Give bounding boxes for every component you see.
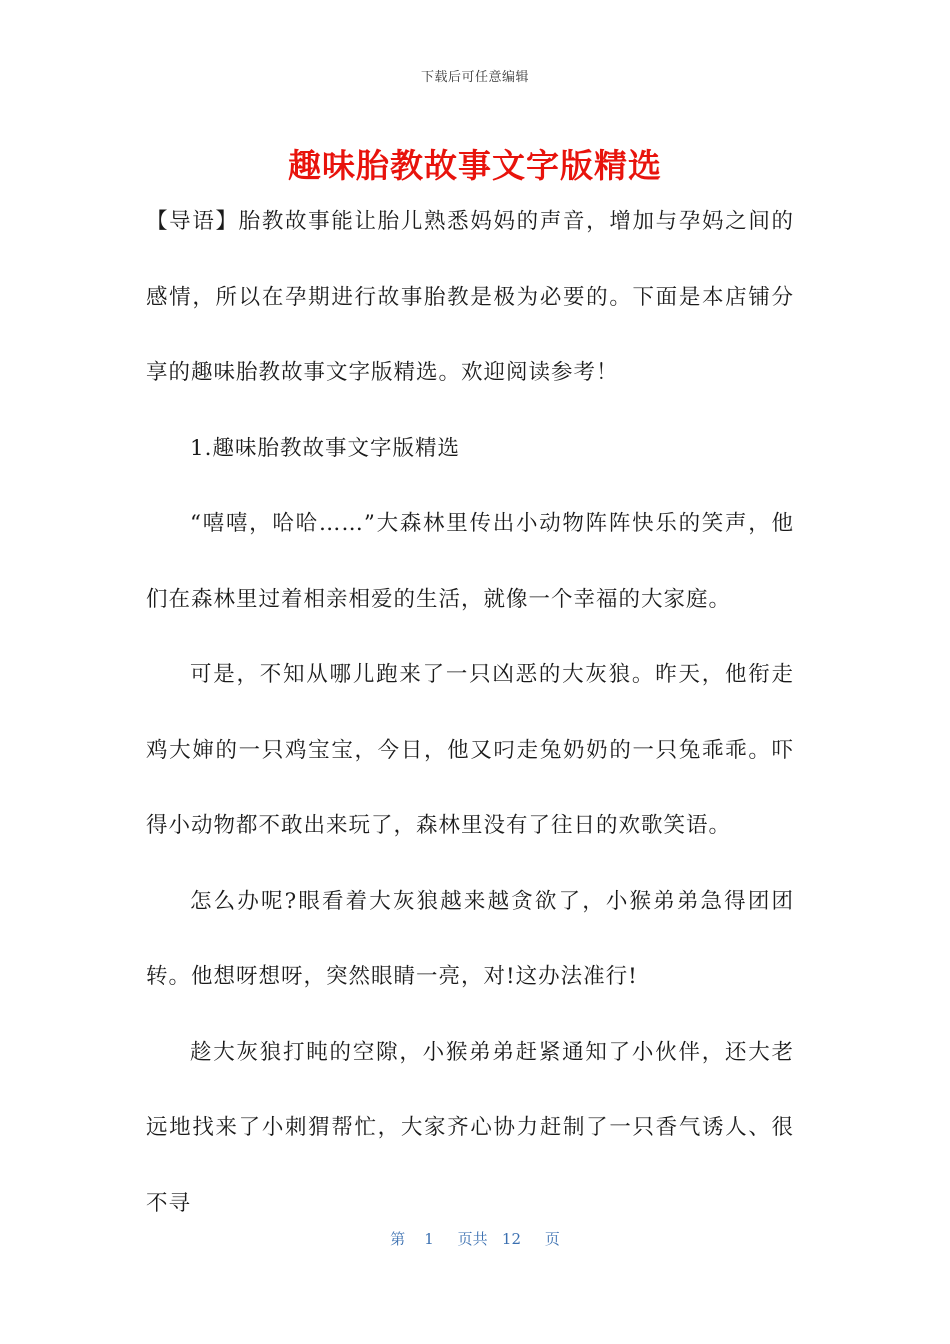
paragraph-story-3: 怎么办呢?眼看着大灰狼越来越贪欲了，小猴弟弟急得团团转。他想呀想呀，突然眼睛一亮，对!这办法准行!	[146, 888, 794, 989]
footer-current-page: 1	[424, 1230, 434, 1248]
footer-total-pages: 12	[501, 1230, 522, 1248]
paragraph-section-heading: 1.趣味胎教故事文字版精选	[190, 435, 461, 461]
footer-prefix: 第	[390, 1230, 406, 1248]
document-body	[146, 184, 794, 1241]
document-title: 趣味胎教故事文字版精选	[288, 146, 662, 185]
paragraph-intro: 【导语】胎教故事能让胎儿熟悉妈妈的声音，增加与孕妈之间的感情，所以在孕期进行故事胎教是极为必要的。下面是本店铺分享的趣味胎教故事文字版精选。欢迎阅读参考！	[146, 209, 794, 385]
page-footer	[0, 1228, 950, 1249]
page-header-note: 下载后可任意编辑	[420, 70, 529, 85]
paragraph-story-1: “嘻嘻，哈哈……”大森林里传出小动物阵阵快乐的笑声，他们在森林里过着相亲相爱的生活，就像一个幸福的大家庭。	[146, 511, 794, 612]
paragraph-story-4: 趁大灰狼打盹的空隙，小猴弟弟赶紧通知了小伙伴，还大老远地找来了小刺猬帮忙，大家齐心协力赶制了一只香气诱人、很不寻	[146, 1039, 794, 1216]
paragraph-story-2: 可是，不知从哪儿跑来了一只凶恶的大灰狼。昨天，他衔走鸡大婶的一只鸡宝宝，今日，他又叼走兔奶奶的一只兔乖乖。吓得小动物都不敢出来玩了，森林里没有了往日的欢歌笑语。	[146, 662, 794, 838]
footer-suffix: 页	[544, 1230, 560, 1248]
footer-middle: 页共	[457, 1230, 488, 1248]
